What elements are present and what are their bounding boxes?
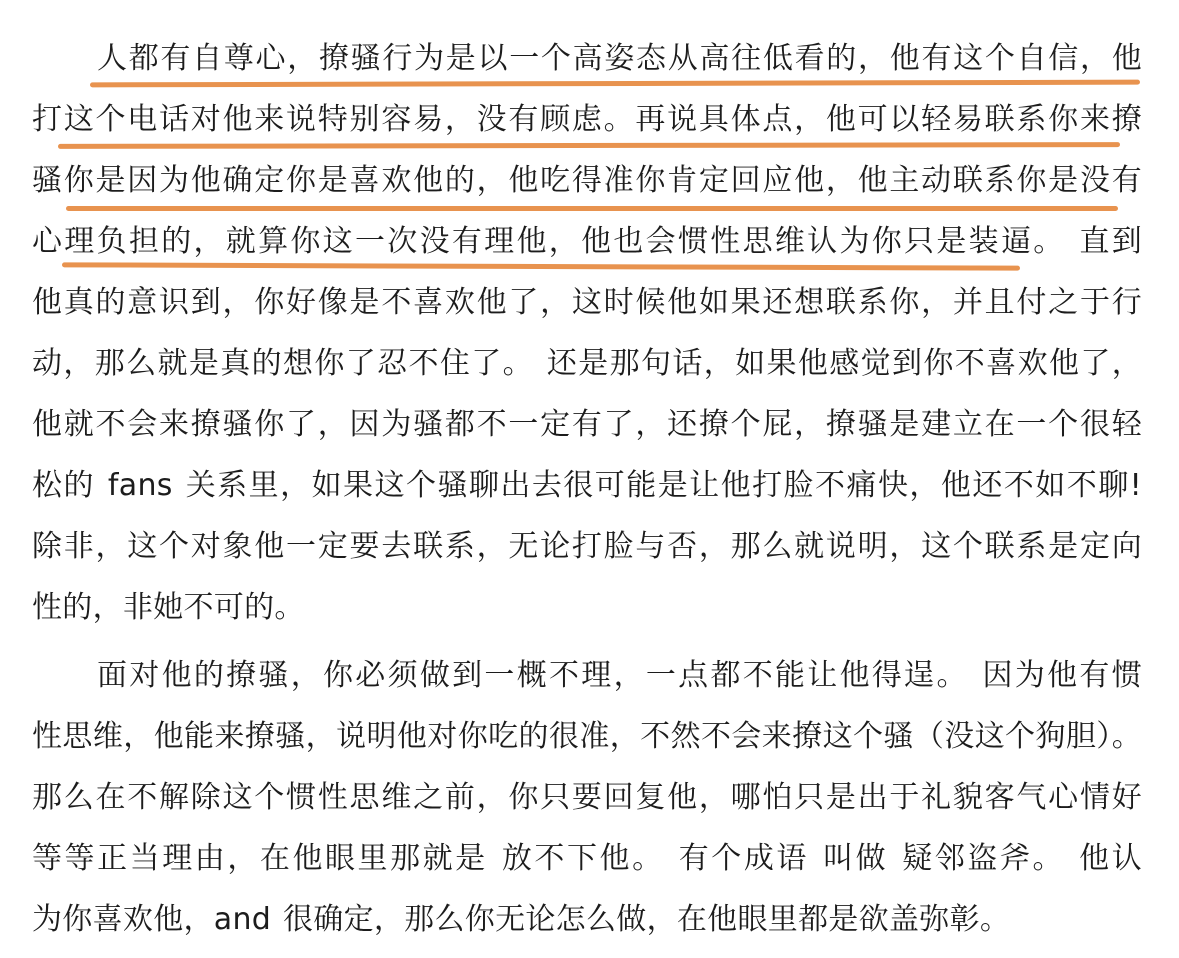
paragraph-2-line-5: 为你喜欢他，and 很确定，那么你无论怎么做，在他眼里都是欲盖弥彰。 (32, 902, 1011, 937)
paragraph-2-line-3: 那么在不解除这个惯性思维之前，你只要回复他，哪怕只是出于礼貌客气心情好 (32, 780, 1142, 815)
paragraph-1-line-8: 松的 fans 关系里，如果这个骚聊出去很可能是让他打脸不痛快，他还不如不聊! (32, 468, 1142, 503)
paragraph-1-line-9: 除非，这个对象他一定要去联系，无论打脸与否，那么就说明，这个联系是定向 (32, 529, 1142, 564)
paragraph-1-line-5: 他真的意识到，你好像是不喜欢他了，这时候他如果还想联系你，并且付之于行 (32, 285, 1142, 320)
paragraph-1-line-7: 他就不会来撩骚你了，因为骚都不一定有了，还撩个屁，撩骚是建立在一个很轻 (32, 407, 1142, 442)
highlight-underline (66, 206, 1118, 211)
paragraph-1-line-3: 骚你是因为他确定你是喜欢他的，他吃得准你肯定回应他，他主动联系你是没有 (32, 163, 1142, 198)
paragraph-1-line-10: 性的，非她不可的。 (32, 590, 305, 625)
paragraph-2-line-1: 面对他的撩骚，你必须做到一概不理，一点都不能让他得逞。 因为他有惯 (97, 658, 1142, 693)
paragraph-2-line-4: 等等正当理由，在他眼里那就是 放不下他。 有个成语 叫做 疑邻盗斧。 他认 (32, 841, 1142, 876)
paragraph-1-line-1: 人都有自尊心，撩骚行为是以一个高姿态从高往低看的，他有这个自信，他 (97, 41, 1142, 76)
paragraph-1-line-4: 心理负担的，就算你这一次没有理他，他也会惯性思维认为你只是装逼。 直到 (32, 224, 1142, 259)
paragraph-1-line-6: 动，那么就是真的想你了忍不住了。 还是那句话，如果他感觉到你不喜欢他了， (32, 346, 1142, 381)
paragraph-1-line-2: 打这个电话对他来说特别容易，没有顾虑。再说具体点，他可以轻易联系你来撩 (32, 102, 1142, 137)
paragraph-2-line-2: 性思维，他能来撩骚，说明他对你吃的很准，不然不会来撩这个骚（没这个狗胆）。 (32, 719, 1142, 754)
